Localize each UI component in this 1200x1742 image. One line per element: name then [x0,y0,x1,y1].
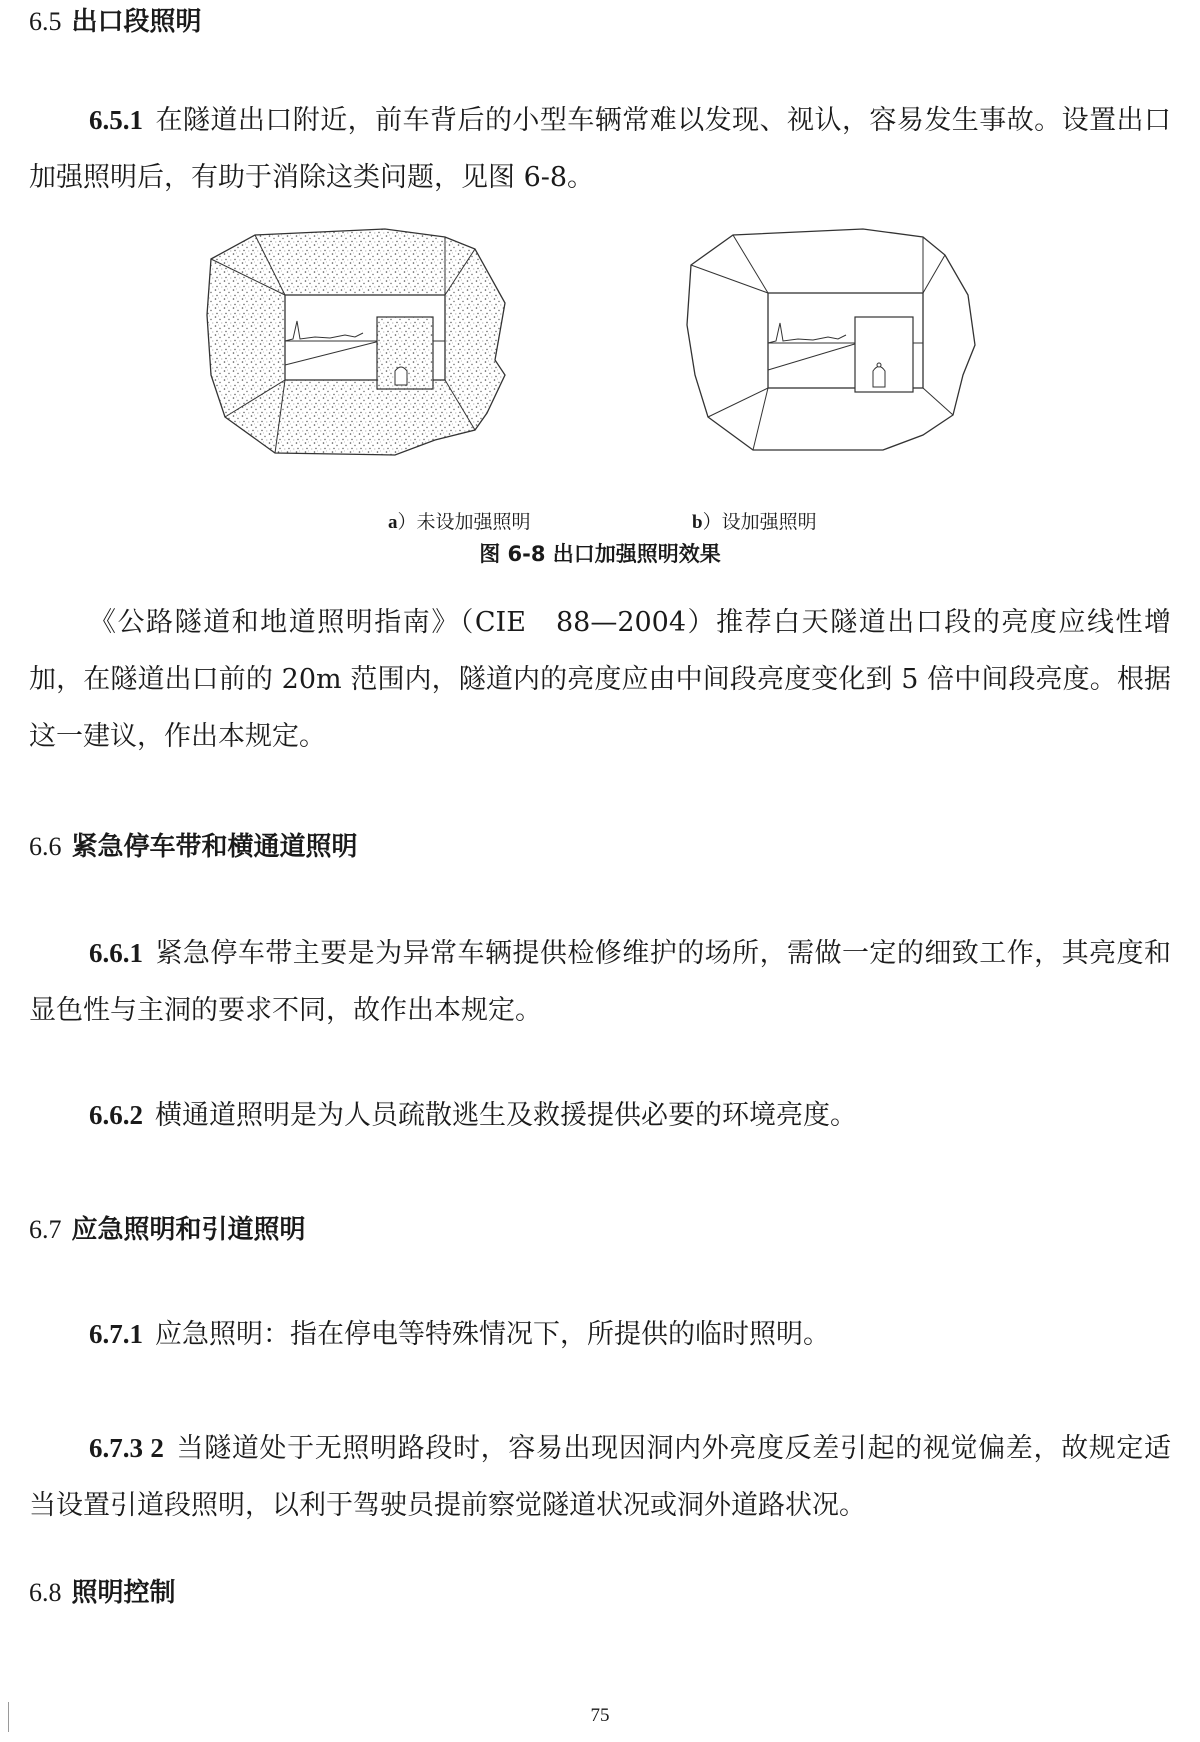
section-heading-6-8: 6.8 照明控制 [29,1578,176,1608]
section-heading-6-6: 6.6 紧急停车带和横通道照明 [29,832,358,862]
subfigure-b-caption: b）设加强照明 [692,511,817,533]
figure-caption: 图 6-8 出口加强照明效果 [479,542,721,566]
section-title: 出口段照明 [71,7,202,37]
clause-6-5-1 [29,92,1171,206]
clause-6-7-3-2: 6.7.3 2 当隧道处于无照明路段时，容易出现因洞内外亮度反差引起的视觉偏差，故规定适当设置引道段照明，以利于驾驶员提前察觉隧道状况或洞外道路状况。 [29,1433,1172,1521]
clause-number: 6.5.1 [89,105,143,135]
subfigure-a-caption: a）未设加强照明 [388,511,531,533]
page-number: 75 [590,1705,610,1726]
clause-text: 在隧道出口附近，前车背后的小型车辆常难以发现、视认，容易发生事故。设置出口加强照明后，有助于消除这类问题，见图 6-8。 [29,105,1171,193]
section-heading-6-7: 6.7 应急照明和引道照明 [29,1215,306,1245]
clause-6-6-2: 6.6.2 横通道照明是为人员疏散逃生及救援提供必要的环境亮度。 [89,1100,857,1131]
cie-guideline-paragraph: 《公路隧道和地道照明指南》（CIE 88—2004）推荐白天隧道出口段的亮度应线性增加，在隧道出口前的 20m 范围内，隧道内的亮度应由中间段亮度变化到 5 倍中间段亮度。根据这一建议，作出本规定。 [29,607,1171,752]
tunnel-exit-without-lighting-illustration [205,225,560,500]
section-heading-6-5 [29,4,202,40]
figure-6-8 [0,225,1200,565]
tunnel-exit-with-lighting-illustration [683,225,1023,500]
clause-6-7-1: 6.7.1 应急照明：指在停电等特殊情况下，所提供的临时照明。 [89,1319,830,1350]
clause-6-6-1: 6.6.1 紧急停车带主要是为异常车辆提供检修维护的场所，需做一定的细致工作，其亮度和显色性与主洞的要求不同，故作出本规定。 [29,938,1171,1026]
section-number: 6.5 [29,7,62,36]
